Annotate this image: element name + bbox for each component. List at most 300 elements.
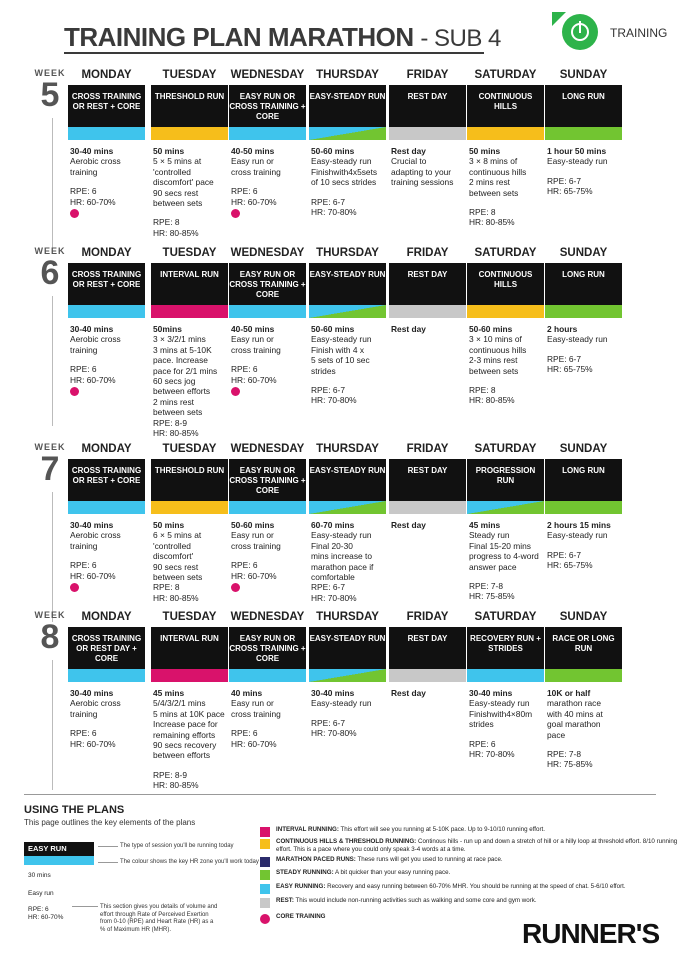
session-duration: 30-40 mins [70, 520, 114, 530]
key-swatch [260, 839, 270, 849]
detail-line: RPE: 8-9 [153, 769, 187, 780]
detail-line: Increase pace for [153, 719, 218, 730]
detail-line: Crucial to [391, 156, 427, 167]
week-rule [52, 660, 53, 790]
spacer [547, 740, 620, 749]
core-training-dot [231, 209, 240, 218]
key-item [260, 883, 680, 895]
day-name: SUNDAY [559, 247, 608, 259]
detail-line: HR: 60-70% [231, 374, 277, 385]
hr-zone-bar [467, 501, 544, 514]
detail-line: training [70, 166, 98, 177]
key-swatch [260, 870, 270, 880]
key-description: A bit quicker than your easy running pace. [335, 869, 451, 876]
hr-zone-bar [545, 669, 622, 682]
week-label [30, 68, 70, 112]
day-column [467, 442, 544, 602]
week-rule [52, 296, 53, 426]
session-duration: 50 mins [469, 146, 501, 156]
session-duration: Rest day [391, 688, 426, 698]
detail-line: 90 secs rest [153, 561, 199, 572]
session-details [68, 514, 145, 592]
detail-line: 90 secs rest [153, 187, 199, 198]
session-duration: Rest day [391, 324, 426, 334]
detail-line: RPE: 7-8 [547, 749, 581, 760]
detail-line: between sets [469, 187, 519, 198]
detail-line: marathon race [547, 698, 601, 709]
hr-zone-bar [229, 669, 306, 682]
spacer [469, 198, 542, 207]
key-item [260, 869, 680, 881]
day-column [68, 68, 145, 218]
week-number: 6 [40, 254, 60, 292]
session-details [309, 514, 386, 603]
detail-line: discomfort' [153, 551, 194, 562]
spacer [153, 761, 226, 770]
session-details [309, 140, 386, 217]
session-duration: Rest day [391, 520, 426, 530]
day-column [68, 246, 145, 396]
session-duration: 30-40 mins [70, 688, 114, 698]
detail-line: Finish with 4 x [311, 344, 365, 355]
detail-line: RPE: 6 [70, 186, 97, 197]
detail-line: RPE: 6-7 [311, 196, 345, 207]
day-name: WEDNESDAY [230, 443, 305, 455]
session-duration: 50-60 mins [311, 324, 355, 334]
week-word: WEEK [34, 246, 66, 256]
detail-line: training [70, 540, 98, 551]
session-details [68, 140, 145, 218]
spacer [231, 177, 304, 186]
session-duration: 30-40 mins [70, 324, 114, 334]
day-column [545, 246, 622, 375]
detail-line: mins increase to [311, 551, 372, 562]
detail-line: RPE: 7-8 [469, 581, 503, 592]
example-mins: 30 mins [28, 872, 51, 879]
detail-line: HR: 60-70% [70, 738, 116, 749]
week-number: 5 [40, 76, 60, 114]
day-name: SUNDAY [559, 69, 608, 81]
detail-line: continuous hills [469, 166, 527, 177]
detail-line: HR: 65-75% [547, 186, 593, 197]
day-name: TUESDAY [162, 443, 217, 455]
day-name: MONDAY [81, 247, 132, 259]
detail-line: Easy run or [231, 698, 274, 709]
spacer [547, 167, 620, 176]
day-name: WEDNESDAY [230, 611, 305, 623]
session-duration: 30-40 mins [311, 688, 355, 698]
detail-line: HR: 70-80% [469, 749, 515, 760]
session-box: RACE OR LONG RUN [545, 627, 622, 669]
session-box: THRESHOLD RUN [151, 459, 228, 501]
day-name: THURSDAY [316, 611, 379, 623]
week-number: 8 [40, 618, 60, 656]
detail-line: 3 × 10 mins of [469, 334, 522, 345]
detail-line: answer pace [469, 561, 517, 572]
hr-zone-bar [467, 127, 544, 140]
week-rule [52, 118, 53, 248]
key-description: Continous hills - run up and down a stretch of hill or a hilly loop at threshold effort. 8/10 running effort. This is a pace where you could only speak 3-4 words at a time. [276, 838, 678, 853]
detail-line: 2-3 mins rest [469, 355, 518, 366]
day-name: MONDAY [81, 69, 132, 81]
day-name: TUESDAY [162, 247, 217, 259]
detail-line: 5 × 5 mins at [153, 156, 202, 167]
key-text [276, 856, 503, 864]
day-column [151, 610, 228, 791]
session-duration: 50mins [153, 324, 182, 334]
detail-line: HR: 70-80% [311, 395, 357, 406]
detail-line: HR: 70-80% [311, 207, 357, 218]
legend-title: USING THE PLANS [24, 804, 125, 816]
session-box: RECOVERY RUN + STRIDES [467, 627, 544, 669]
day-column [545, 442, 622, 571]
hr-zone-bar [151, 305, 228, 318]
spacer [311, 709, 384, 718]
session-duration: 1 hour 50 mins [547, 146, 607, 156]
stopwatch-icon [562, 14, 598, 50]
day-column [229, 246, 306, 396]
spacer [153, 208, 226, 217]
spacer [70, 719, 143, 728]
detail-line: RPE: 6-7 [311, 717, 345, 728]
detail-line: Aerobic cross [70, 530, 121, 541]
session-duration: 10K or half [547, 688, 591, 698]
core-training-dot [70, 583, 79, 592]
session-duration: 45 mins [469, 520, 501, 530]
session-details [389, 514, 466, 530]
core-training-dot [231, 583, 240, 592]
week-label [30, 610, 70, 654]
detail-line: 3 mins at 5-10K [153, 344, 212, 355]
key-text [276, 897, 537, 905]
detail-line: 5 sets of 10 sec [311, 355, 370, 366]
badge-label: TRAINING [610, 26, 668, 40]
day-name: SUNDAY [559, 443, 608, 455]
core-training-dot [70, 209, 79, 218]
key-description: These runs will get you used to running at race pace. [357, 856, 503, 863]
detail-line: adapting to your [391, 166, 452, 177]
detail-line: RPE: 6-7 [547, 353, 581, 364]
week-word: WEEK [34, 442, 66, 452]
day-name: WEDNESDAY [230, 247, 305, 259]
detail-line: 3 × 8 mins of [469, 156, 518, 167]
spacer [70, 355, 143, 364]
day-column [467, 610, 544, 759]
session-duration: 50-60 mins [469, 324, 513, 334]
session-box: LONG RUN [545, 85, 622, 127]
detail-line: pace for 2/1 mins [153, 365, 218, 376]
detail-line: HR: 60-70% [231, 570, 277, 581]
detail-line: pace [547, 729, 566, 740]
week-label [30, 246, 70, 290]
day-column [545, 610, 622, 770]
day-name: FRIDAY [406, 443, 449, 455]
session-details [467, 682, 544, 759]
session-duration: 40-50 mins [231, 324, 275, 334]
detail-line: Aerobic cross [70, 156, 121, 167]
session-box: EASY RUN OR CROSS TRAINING + CORE [229, 85, 306, 127]
detail-line: Easy-steady run [547, 334, 608, 345]
runners-world-logo: RUNNER'S [522, 918, 660, 949]
hr-zone-bar [68, 127, 145, 140]
detail-line: 3 × 3/2/1 mins [153, 334, 206, 345]
detail-line: Easy run or [231, 530, 274, 541]
hr-zone-bar [389, 127, 466, 140]
session-details [229, 514, 306, 592]
detail-line: cross training [231, 166, 281, 177]
detail-line: between sets [153, 198, 203, 209]
example-effort: RPE: 6 HR: 60-70% [28, 906, 64, 921]
spacer [231, 719, 304, 728]
key-text [276, 913, 326, 921]
detail-line: 5/4/3/2/1 mins [153, 698, 206, 709]
detail-line: Aerobic cross [70, 698, 121, 709]
detail-line: HR: 70-80% [311, 728, 357, 739]
detail-line: RPE: 6 [469, 738, 496, 749]
key-swatch [260, 914, 270, 924]
detail-line: Easy-steady run [311, 156, 372, 167]
session-details [68, 318, 145, 396]
day-column [68, 442, 145, 592]
detail-line: cross training [231, 708, 281, 719]
key-name: INTERVAL RUNNING: [276, 826, 339, 833]
detail-line: RPE: 6 [70, 560, 97, 571]
detail-line: marathon pace if [311, 561, 374, 572]
session-box: THRESHOLD RUN [151, 85, 228, 127]
day-name: FRIDAY [406, 611, 449, 623]
session-details [229, 140, 306, 218]
hr-zone-bar [151, 501, 228, 514]
day-column [309, 442, 386, 603]
session-box: INTERVAL RUN [151, 627, 228, 669]
note-zone-colour: The colour shows the key HR zone you'll work today [120, 859, 259, 865]
session-details [151, 682, 228, 791]
day-column [467, 246, 544, 406]
example-zone-bar [24, 856, 94, 865]
header-rule [64, 52, 484, 54]
session-box: CROSS TRAINING OR REST + CORE [68, 263, 145, 305]
session-box: EASY RUN OR CROSS TRAINING + CORE [229, 459, 306, 501]
session-duration: 60-70 mins [311, 520, 355, 530]
spacer [311, 376, 384, 385]
detail-line: HR: 75-85% [469, 591, 515, 602]
key-swatch [260, 827, 270, 837]
detail-line: 2 mins rest [153, 396, 194, 407]
day-column [389, 68, 466, 188]
day-name: TUESDAY [162, 611, 217, 623]
session-box: REST DAY [389, 263, 466, 305]
week-rule [52, 492, 53, 622]
detail-line: RPE: 6 [231, 364, 258, 375]
day-name: MONDAY [81, 443, 132, 455]
key-text [276, 883, 626, 891]
spacer [469, 730, 542, 739]
detail-line: Finishwith4x5sets [311, 166, 378, 177]
day-column [467, 68, 544, 228]
key-name: CORE TRAINING [276, 913, 326, 920]
session-box: CROSS TRAINING OR REST + CORE [68, 85, 145, 127]
session-details [68, 682, 145, 749]
key-item [260, 856, 680, 868]
detail-line: HR: 80-85% [153, 592, 199, 603]
hr-zone-bar [68, 305, 145, 318]
session-duration: 50-60 mins [311, 146, 355, 156]
detail-line: of 10 secs strides [311, 177, 377, 188]
session-box: CROSS TRAINING OR REST + CORE [68, 459, 145, 501]
detail-line: Easy run or [231, 156, 274, 167]
detail-line: 2 mins rest [469, 177, 510, 188]
session-details [467, 140, 544, 228]
key-item [260, 838, 680, 853]
detail-line: RPE: 6-7 [311, 582, 345, 593]
detail-line: 90 secs recovery [153, 740, 217, 751]
day-name: SATURDAY [474, 69, 537, 81]
session-details [467, 318, 544, 406]
day-column [389, 442, 466, 530]
detail-line: RPE: 6-7 [311, 385, 345, 396]
day-name: WEDNESDAY [230, 69, 305, 81]
session-box: CROSS TRAINING OR REST DAY + CORE [68, 627, 145, 669]
detail-line: between sets [153, 572, 203, 583]
key-name: EASY RUNNING: [276, 883, 326, 890]
detail-line: Easy-steady run [311, 530, 372, 541]
session-duration: 2 hours [547, 324, 578, 334]
hr-zone-bar [68, 501, 145, 514]
day-column [151, 442, 228, 603]
legend-subtitle: This page outlines the key elements of the plans [24, 818, 196, 827]
key-swatch [260, 857, 270, 867]
session-details [229, 682, 306, 749]
detail-line: HR: 80-85% [153, 780, 199, 791]
detail-line: Aerobic cross [70, 334, 121, 345]
session-details [151, 514, 228, 603]
hr-zone-bar [68, 669, 145, 682]
session-box: EASY-STEADY RUN [309, 627, 386, 669]
detail-line: strides [469, 719, 494, 730]
session-box: REST DAY [389, 459, 466, 501]
day-name: TUESDAY [162, 69, 217, 81]
detail-line: Easy-steady run [311, 698, 372, 709]
detail-line: Final 20-30 [311, 540, 353, 551]
day-column [309, 246, 386, 406]
detail-line: HR: 80-85% [153, 428, 199, 439]
hr-zone-bar [389, 305, 466, 318]
day-column [309, 68, 386, 217]
session-details [151, 140, 228, 238]
key-text [276, 826, 545, 834]
detail-line: continuous hills [469, 344, 527, 355]
session-details [545, 318, 622, 375]
hr-zone-bar [309, 669, 386, 682]
hr-zone-bar [545, 305, 622, 318]
session-box: LONG RUN [545, 263, 622, 305]
detail-line: RPE: 8-9 [153, 417, 187, 428]
session-box: EASY RUN OR CROSS TRAINING + CORE [229, 263, 306, 305]
session-details [389, 140, 466, 188]
detail-line: progress to 4-word [469, 551, 539, 562]
session-duration: 30-40 mins [469, 688, 513, 698]
detail-line: RPE: 6 [231, 728, 258, 739]
day-name: THURSDAY [316, 443, 379, 455]
detail-line: HR: 65-75% [547, 364, 593, 375]
detail-line: 'controlled [153, 540, 191, 551]
session-details [151, 318, 228, 438]
session-duration: 45 mins [153, 688, 185, 698]
detail-line: HR: 70-80% [311, 592, 357, 603]
detail-line: 5 mins at 10K pace [153, 708, 225, 719]
detail-line: comfortable [311, 572, 355, 583]
key-description: Recovery and easy running between 60-70% MHR. You should be running at the speed of chat. 5-6/10 effort. [327, 883, 626, 890]
hr-zone-bar [389, 669, 466, 682]
detail-line: Easy-steady run [469, 698, 530, 709]
detail-line: RPE: 6-7 [547, 549, 581, 560]
detail-line: HR: 60-70% [70, 374, 116, 385]
hr-zone-bar [151, 669, 228, 682]
week-label [30, 442, 70, 486]
detail-line: between efforts [153, 750, 211, 761]
core-training-dot [70, 387, 79, 396]
session-box: EASY-STEADY RUN [309, 85, 386, 127]
week-word: WEEK [34, 610, 66, 620]
detail-line: between efforts [153, 386, 211, 397]
hr-zone-bar [309, 305, 386, 318]
detail-line: RPE: 8 [153, 217, 180, 228]
session-details [389, 682, 466, 698]
day-column [151, 246, 228, 438]
hr-zone-bar [389, 501, 466, 514]
session-duration: 2 hours 15 mins [547, 520, 611, 530]
detail-line: strides [311, 365, 336, 376]
detail-line: 6 × 5 mins at [153, 530, 202, 541]
session-details [389, 318, 466, 334]
hr-zone-bar [309, 127, 386, 140]
spacer [469, 572, 542, 581]
session-duration: 40-50 mins [231, 146, 275, 156]
session-duration: 50-60 mins [231, 520, 275, 530]
session-duration: 50 mins [153, 146, 185, 156]
day-column [545, 68, 622, 197]
day-name: SUNDAY [559, 611, 608, 623]
session-details [309, 318, 386, 406]
day-name: FRIDAY [406, 247, 449, 259]
session-box: REST DAY [389, 627, 466, 669]
note-session-type: The type of session you'll be running today [120, 843, 234, 849]
detail-line: HR: 60-70% [231, 738, 277, 749]
hr-zone-bar [229, 127, 306, 140]
key-name: MARATHON PACED RUNS: [276, 856, 356, 863]
session-details [545, 514, 622, 571]
key-name: CONTINUOUS HILLS & THRESHOLD RUNNING: [276, 838, 417, 845]
training-badge [552, 12, 672, 52]
session-details [467, 514, 544, 602]
detail-line: RPE: 8 [469, 385, 496, 396]
detail-line: goal marathon [547, 719, 601, 730]
detail-line: RPE: 6 [70, 364, 97, 375]
detail-line: Easy-steady run [547, 530, 608, 541]
spacer [311, 188, 384, 197]
detail-line: Easy run or [231, 334, 274, 345]
week-number: 7 [40, 450, 60, 488]
day-name: THURSDAY [316, 247, 379, 259]
day-name: SATURDAY [474, 611, 537, 623]
detail-line: HR: 75-85% [547, 759, 593, 770]
session-box: CONTINUOUS HILLS [467, 85, 544, 127]
day-name: MONDAY [81, 611, 132, 623]
detail-line: RPE: 6 [70, 728, 97, 739]
key-text [276, 869, 450, 877]
day-column [151, 68, 228, 238]
session-duration: 40 mins [231, 688, 263, 698]
